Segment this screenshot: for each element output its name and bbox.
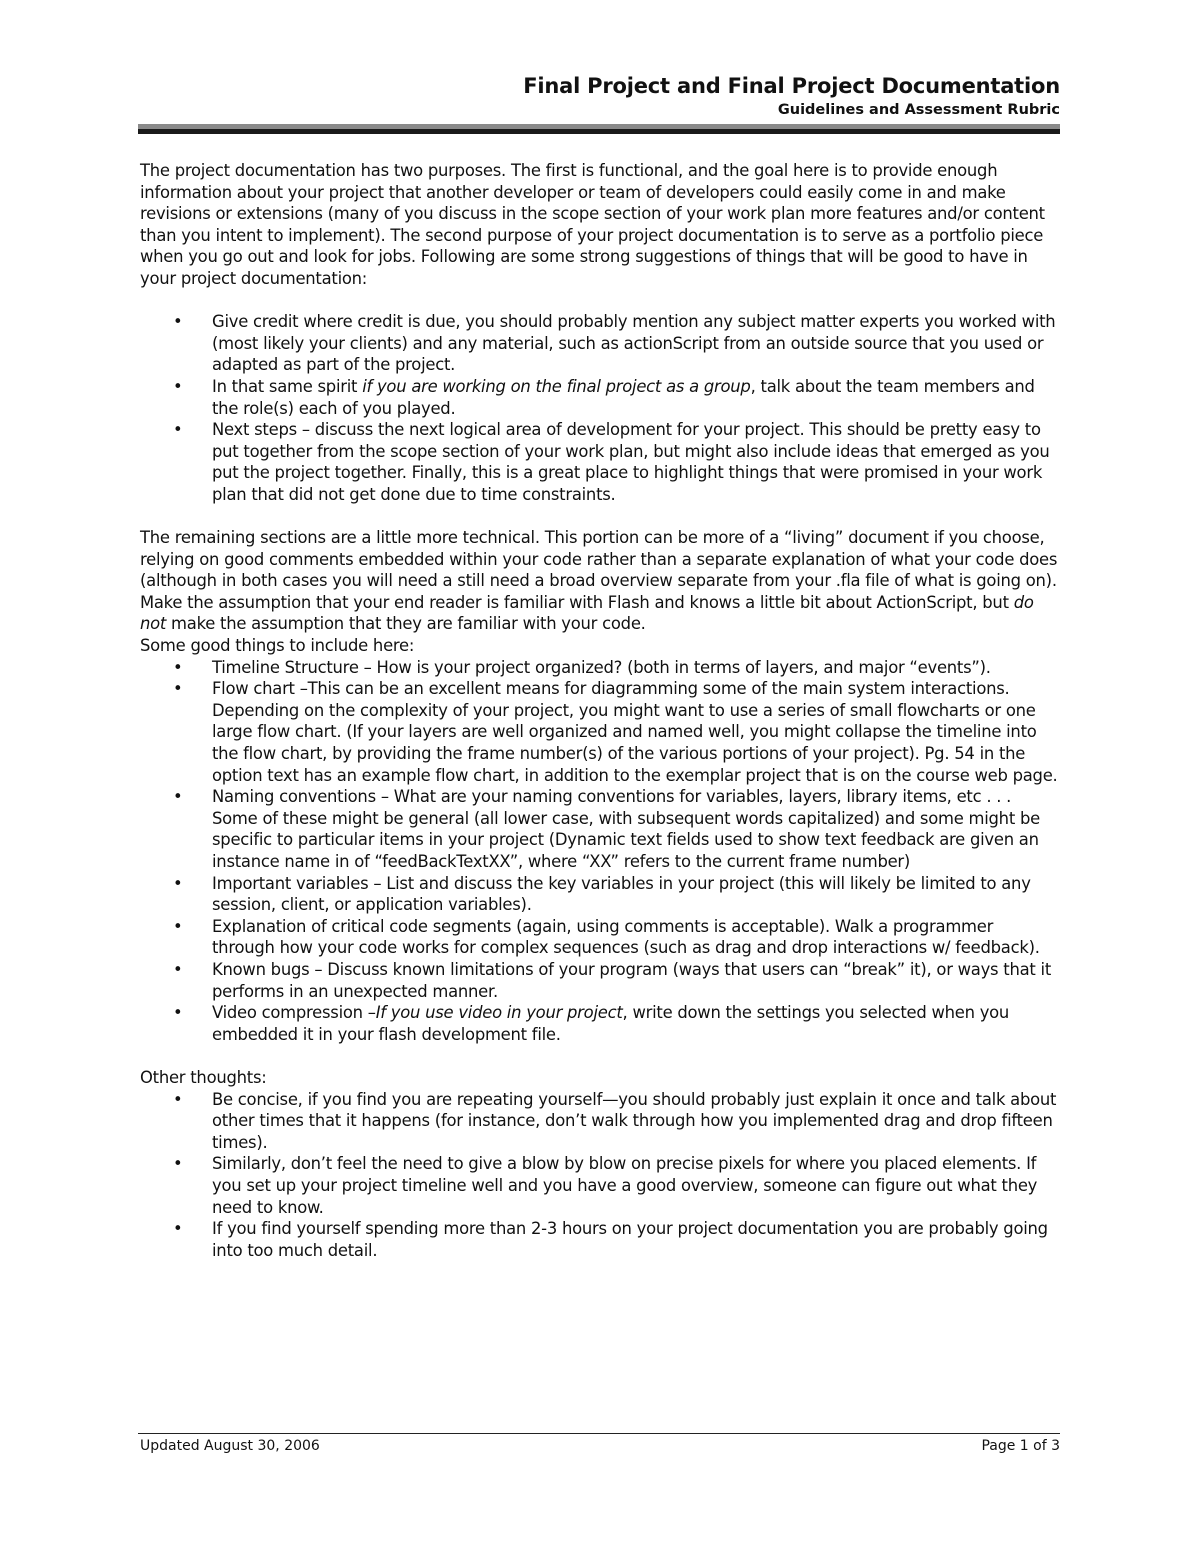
technical-variables: Important variables – List and discuss the key variables in your project (this will likely be limited to any session, client, or application variables).: [212, 873, 1031, 915]
suggestions-list: [140, 311, 1060, 505]
technical-flow-chart: Flow chart –This can be an excellent means for diagramming some of the main system interactions. Depending on the complexity of your project, you might want to use a series of small flowcharts or one large flow chart. (If your layers are well organized and named well, you might collapse the timeline into the flow chart, by providing the frame number(s) of the various portions of your project). Pg. 54 in the option text has an example flow chart, in addition to the exemplar project that is on the course web page.: [212, 679, 1058, 785]
technical-list: [140, 657, 1060, 1046]
other-time-limit: If you find yourself spending more than 2-3 hours on your project documentation you are probably going into too much detail.: [212, 1219, 1048, 1260]
technical-timeline: Timeline Structure – How is your project organized? (both in terms of layers, and major “events”).: [212, 657, 991, 677]
bullet-icon: •: [173, 679, 183, 699]
bullet-icon: •: [173, 1219, 183, 1239]
list-item: [140, 873, 1060, 916]
list-item: [140, 1153, 1060, 1218]
technical-lead: Some good things to include here:: [140, 636, 415, 656]
footer-rule: [138, 1433, 1060, 1434]
suggestion-next-steps: Next steps – discuss the next logical area of development for your project. This should be pretty easy to put together from the scope section of your work plan, but might also include ideas that emerged as you put the project together. Finally, this is a great place to highlight things that were promised in your work plan that did not get done due to time constraints.: [212, 420, 1050, 504]
technical-naming: Naming conventions – What are your naming conventions for variables, layers, library items, etc . . . Some of these might be general (all lower case, with subsequent words capitalized) and some might be specific to particular items in your project (Dynamic text fields used to show text feedback are given an instance name in of “feedBackTextXX”, where “XX” refers to the current frame number): [212, 787, 1040, 871]
technical-video-pre: Video compression –: [212, 1003, 376, 1023]
list-item: [140, 678, 1060, 786]
document-title: Final Project and Final Project Documentation: [523, 74, 1060, 98]
other-pixels: Similarly, don’t feel the need to give a blow by blow on precise pixels for where you placed elements. If you set up your project timeline well and you have a good overview, someone can figure out what they need to know.: [212, 1154, 1038, 1217]
list-item: [140, 419, 1060, 505]
list-item: [140, 657, 1060, 679]
spacer: [140, 1045, 1060, 1067]
technical-text-post: make the assumption that they are familiar with your code.: [166, 614, 646, 634]
other-thoughts-list: [140, 1089, 1060, 1262]
bullet-icon: •: [173, 1154, 183, 1174]
technical-known-bugs: Known bugs – Discuss known limitations of your program (ways that users can “break” it), or ways that it performs in an unexpected manner.: [212, 959, 1052, 1001]
footer-updated-date: Updated August 30, 2006: [140, 1438, 320, 1454]
bullet-icon: •: [173, 916, 183, 936]
technical-paragraph: [140, 527, 1060, 635]
bullet-icon: •: [173, 1089, 183, 1109]
technical-text-pre: The remaining sections are a little more technical. This portion can be more of a “living” document if you choose, relying on good comments embedded within your code rather than a separate explanation of what your code does (although in both cases you will need a still need a broad overview separate from your .fla file of what is going on). Make the assumption that your end reader is familiar with Flash and knows a little bit about ActionScript, but: [140, 528, 1058, 612]
bullet-icon: •: [173, 1003, 183, 1023]
list-item: [140, 1218, 1060, 1261]
technical-video-post: , write down the settings you selected when you embedded it in your flash development file.: [212, 1003, 1010, 1044]
other-concise: Be concise, if you find you are repeating yourself—you should probably just explain it once and talk about other times that it happens (for instance, don’t walk through how you implemented drag and drop fifteen times).: [212, 1089, 1057, 1152]
list-item: [140, 1089, 1060, 1154]
suggestion-credit: Give credit where credit is due, you should probably mention any subject matter experts you worked with (most likely your clients) and any material, such as actionScript from an outside source that you used or adapted as part of the project.: [212, 312, 1056, 375]
list-item: [140, 916, 1060, 959]
document-body: [140, 160, 1060, 1261]
suggestion-team-post: , talk about the team members and the role(s) each of you played.: [212, 376, 1035, 418]
list-item: [140, 311, 1060, 376]
bullet-icon: •: [173, 787, 183, 807]
bullet-icon: •: [173, 959, 183, 979]
bullet-icon: •: [173, 312, 183, 332]
technical-code-segments: Explanation of critical code segments (again, using comments is acceptable). Walk a programmer through how your code works for complex sequences (such as drag and drop interactions w/ feedback).: [212, 916, 1040, 958]
spacer: [140, 290, 1060, 312]
list-item: [140, 1002, 1060, 1045]
page-header: [523, 72, 1060, 120]
intro-paragraph: The project documentation has two purposes. The first is functional, and the goal here is to provide enough information about your project that another developer or team of developers could easily come in and make revisions or extensions (many of you discuss in the scope section of your work plan more features and/or content than you intent to implement). The second purpose of your project documentation is to serve as a portfolio piece when you go out and look for jobs. Following are some strong suggestions of things that will be good to have in your project documentation:: [140, 161, 1045, 288]
bullet-icon: •: [173, 873, 183, 893]
technical-emphasis: do not: [140, 592, 1034, 634]
list-item: [140, 376, 1060, 419]
header-rule-dark: [138, 129, 1060, 134]
bullet-icon: •: [173, 420, 183, 440]
bullet-icon: •: [173, 376, 183, 396]
list-item: [140, 786, 1060, 872]
other-thoughts-lead: Other thoughts:: [140, 1067, 267, 1087]
footer-page-number: Page 1 of 3: [981, 1438, 1060, 1454]
spacer: [140, 506, 1060, 528]
suggestion-team-pre: In that same spirit: [212, 376, 363, 396]
document-subtitle: Guidelines and Assessment Rubric: [777, 102, 1060, 118]
list-item: [140, 959, 1060, 1002]
suggestion-team-emphasis: if you are working on the final project as a group: [362, 376, 751, 396]
technical-video-emphasis: If you use video in your project: [375, 1003, 623, 1023]
bullet-icon: •: [173, 657, 183, 677]
